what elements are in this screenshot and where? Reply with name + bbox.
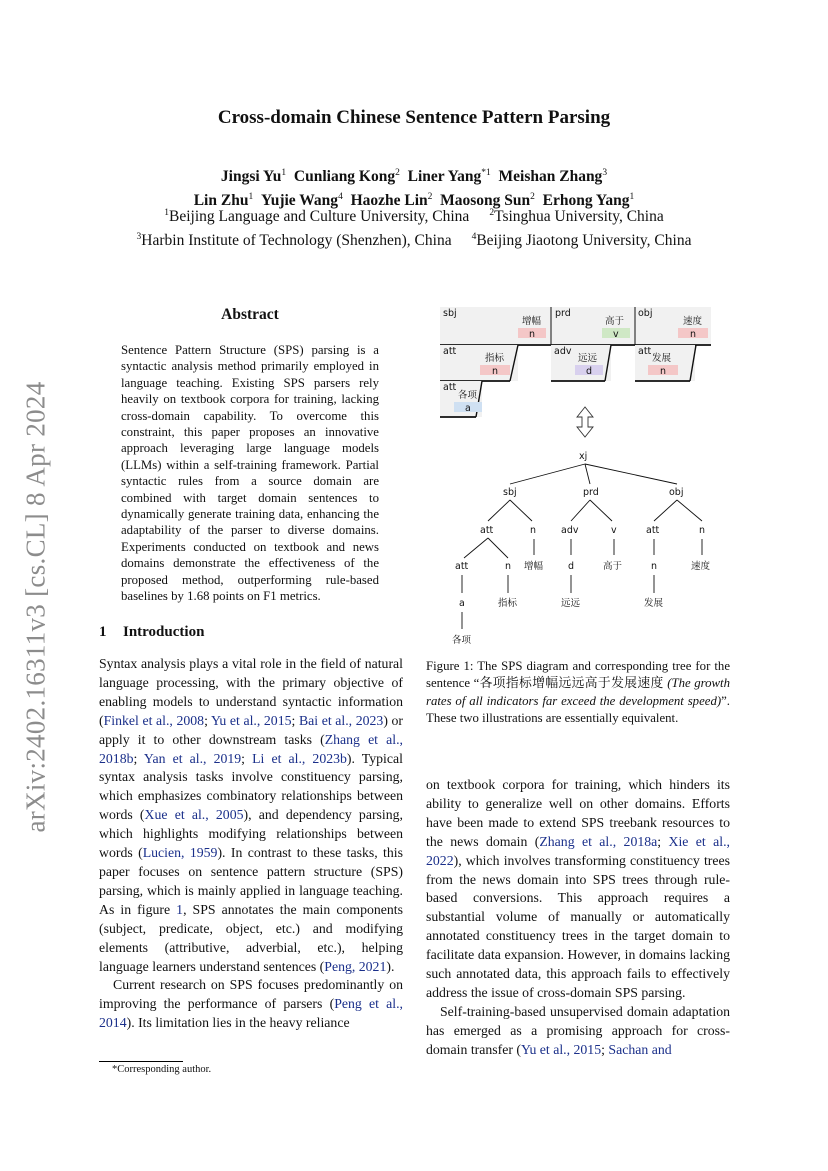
text-run: ; (133, 750, 144, 766)
tree-labels (452, 451, 711, 646)
citation-link[interactable]: Yu et al., 2015 (521, 1041, 602, 1057)
tree-n-4: n (651, 561, 658, 572)
caption-suffix: ”. These two illustrations are essentially equivalent. (426, 693, 730, 726)
tree-root: xj (579, 451, 588, 462)
author-affiliation-mark: 1 (248, 192, 254, 203)
author-affiliation-mark: 1 (281, 168, 287, 178)
intro-paragraph-3 (426, 776, 730, 1003)
author-name: Erhong Yang (542, 192, 630, 210)
author-affiliation-mark: 3 (602, 168, 608, 178)
tree-obj: obj (669, 487, 684, 498)
author-name: Liner Yang (407, 168, 482, 186)
label-prd: prd (555, 308, 571, 319)
text-run: ), and dependency parsing, which highlights modifying relationships between words ( (99, 807, 403, 861)
intro-paragraph-4 (426, 1003, 730, 1060)
tree-word-zhibiao: 指标 (498, 598, 518, 609)
figure-caption (426, 658, 730, 728)
text-run: Self-training-based unsupervised domain adaptation has emerged as a promising approach for cross-domain transfer ( (426, 1003, 730, 1057)
author-name: Meishan Zhang (498, 168, 603, 186)
author-affiliation-mark: 2 (530, 192, 535, 203)
tree-att-2: att (646, 525, 660, 536)
citation-link[interactable]: Xie et al., 2022 (426, 833, 730, 868)
author-name: Haozhe Lin (350, 192, 428, 210)
text-run: ). (386, 958, 395, 974)
text-run: ), which involves transforming constituency trees from the news domain into SPS trees through rule-based conversions. This approach requires a substantial volume of manually or automatically annotated constituency trees in the target domain to facilitate data expansion. However, in domains lacking such annotated data, this approach fails to effectively address the issue of cross-domain SPS parsing. (426, 852, 730, 1000)
citation-link[interactable]: Lucien, 1959 (142, 845, 218, 861)
affiliation-name: Tsinghua University, China (494, 208, 664, 226)
affiliations-line-1 (0, 203, 828, 227)
author-name: Lin Zhu (193, 192, 249, 210)
arxiv-sidebar-label: arXiv:2402.16311v3 [cs.CL] 8 Apr 2024 (20, 381, 51, 833)
authors-line-1 (0, 163, 828, 187)
pos-n1: n (529, 329, 536, 340)
tree-v: v (611, 525, 617, 536)
section-title: Introduction (123, 624, 205, 640)
footnote: *Corresponding author. (112, 1064, 212, 1075)
paper-title: Cross-domain Chinese Sentence Pattern Parsing (217, 107, 611, 128)
citation-link[interactable]: Bai et al., 2023 (298, 712, 384, 728)
caption-translation: (The growth rates of all indicators far exceed the development speed) (426, 676, 730, 708)
pos-v: v (613, 329, 619, 340)
pos-n3: n (492, 366, 499, 377)
affiliation-name: Beijing Jiaotong University, China (476, 232, 692, 250)
caption-prefix: Figure 1: The SPS diagram and corresponding tree for the sentence “各项指标增幅远远高于发展速度 (426, 659, 730, 691)
tree-att-3: att (455, 561, 469, 572)
citation-link[interactable]: Finkel et al., 2008 (103, 712, 205, 728)
word-fazhan: 发展 (652, 353, 672, 364)
author-affiliation-mark: 4 (338, 192, 343, 203)
text-run: ; (657, 833, 669, 849)
text-run: Syntax analysis plays a vital role in the field of natural language processing, with the primary objective of enabling models to understand syntactic information ( (99, 656, 403, 728)
tree-n-3: n (505, 561, 512, 572)
citation-link[interactable]: 1 (176, 901, 184, 917)
text-run: ). Its limitation lies in the heavy reliance (126, 1015, 350, 1031)
author-name: Maosong Sun (440, 192, 531, 210)
abstract-text: Sentence Pattern Structure (SPS) parsing is a syntactic analysis method primarily employed in language teaching. Existing SPS parsers rely heavily on textbook corpora for training, lacking cross-domain capability. To overcome this constraint, this paper proposes an innovative approach leveraging large language models (LLMs) within a self-training framework. Partial syntactic rules from a source domain are combined with target domain sentences to dynamically generate training data, enhancing the adaptability of the parser to diverse domains. Experiments conducted on textbook and news domains demonstrate the effectiveness of the proposed method, outperforming rule-based baselines by 1.68 points on F1 metrics. (121, 343, 379, 604)
sps-diagram (440, 307, 711, 417)
text-run: ) or apply it to other downstream tasks ( (99, 712, 403, 747)
affiliation-mark: 2 (489, 208, 495, 218)
citation-link[interactable]: Zhang et al., 2018b (99, 731, 403, 766)
label-obj: obj (638, 308, 653, 319)
author-affiliation-mark: 1 (629, 192, 635, 203)
text-run: ). Typical syntax analysis tasks involve constituency parsing, which emphasizes combinatory relationships between words ( (99, 750, 403, 823)
figure-1 (440, 303, 740, 658)
text-run: ; (204, 712, 211, 728)
author-name: Jingsi Yu (220, 168, 282, 186)
tree-word-gexiang: 各项 (452, 635, 472, 646)
tree-word-gaoyu: 高于 (603, 561, 623, 572)
citation-link[interactable]: Li et al., 2023b (252, 750, 347, 766)
label-att-2: att (638, 346, 652, 357)
label-att-3: att (443, 382, 457, 393)
text-run: ; (601, 1041, 609, 1057)
citation-link[interactable]: Peng et al., 2014 (99, 996, 404, 1031)
label-att-1: att (443, 346, 457, 357)
pos-a: a (465, 403, 471, 414)
tree-n-1: n (530, 525, 537, 536)
text-run: Current research on SPS focuses predominantly on improving the performance of parsers ( (99, 977, 403, 1012)
text-run: ; (241, 750, 253, 766)
text-run: ; (291, 712, 299, 728)
citation-link[interactable]: Xue et al., 2005 (144, 807, 244, 823)
pos-n4: n (660, 366, 667, 377)
pos-n2: n (690, 329, 697, 340)
word-zhibiao: 指标 (485, 353, 505, 364)
affiliation-mark: 4 (471, 232, 477, 243)
text-run: , SPS annotates the main components (subject, predicate, object, etc.) and modifying elements (attributive, adverbial, etc.), helping language learners understand sentences ( (99, 901, 403, 974)
citation-link[interactable]: Yan et al., 2019 (143, 750, 242, 766)
author-affiliation-mark: 2 (427, 192, 433, 203)
abstract-heading: Abstract (221, 306, 279, 323)
section-heading (99, 624, 204, 641)
label-adv: adv (554, 346, 572, 357)
word-sudu: 速度 (683, 316, 703, 327)
tree-adv: adv (561, 525, 579, 536)
affiliation-name: Beijing Language and Culture University, China (168, 208, 470, 226)
author-affiliation-mark: 2 (395, 168, 400, 178)
affiliation-name: Harbin Institute of Technology (Shenzhen), China (141, 232, 452, 250)
author-affiliation-mark: *1 (481, 168, 491, 178)
text-run: on textbook corpora for training, which hinders its ability to generalize well on other domains. Efforts have been made to extend SPS treebank resources to the news domain ( (426, 777, 730, 849)
word-gexiang: 各项 (458, 390, 478, 401)
author-name: Cunliang Kong (293, 168, 396, 186)
tree-word-zengfu: 增幅 (524, 561, 544, 572)
intro-left-column (99, 655, 403, 1033)
tree-word-fazhan: 发展 (644, 598, 664, 609)
tree-a: a (459, 598, 465, 609)
tree-att-1: att (480, 525, 494, 536)
word-yuanyuan: 远远 (578, 353, 598, 364)
citation-link[interactable]: Sachan and (608, 1041, 672, 1057)
tree-word-yuanyuan: 远远 (561, 598, 581, 609)
citation-link[interactable]: Peng, 2021 (324, 958, 387, 974)
intro-right-column (426, 776, 730, 1060)
intro-paragraph-1 (99, 655, 403, 976)
word-gaoyu: 高于 (605, 316, 625, 327)
citation-link[interactable]: Yu et al., 2015 (210, 712, 292, 728)
diagram-band-main (440, 307, 711, 345)
text-run: ). In contrast to these tasks, this paper focuses on sentence pattern structure (SPS) parsing, which is mainly applied in language teaching. As in figure (99, 845, 403, 917)
author-name: Yujie Wang (260, 192, 339, 210)
pos-d: d (586, 366, 593, 377)
section-number: 1 (99, 624, 107, 640)
affiliation-mark: 3 (136, 232, 142, 243)
sps-figure (440, 303, 740, 653)
word-zengfu: 增幅 (522, 316, 542, 327)
tree-sbj: sbj (503, 487, 517, 498)
affiliations (0, 203, 828, 251)
tree-prd: prd (583, 487, 599, 498)
affiliation-mark: 1 (164, 208, 169, 218)
footnote-rule (99, 1061, 183, 1062)
intro-paragraph-2 (99, 976, 403, 1033)
tree-d: d (568, 561, 575, 572)
citation-link[interactable]: Zhang et al., 2018a (539, 833, 658, 849)
equivalence-arrow-icon (577, 407, 593, 437)
affiliations-line-2 (0, 227, 828, 251)
tree-word-sudu: 速度 (691, 561, 711, 572)
tree-n-2: n (699, 525, 706, 536)
label-sbj: sbj (443, 308, 457, 319)
